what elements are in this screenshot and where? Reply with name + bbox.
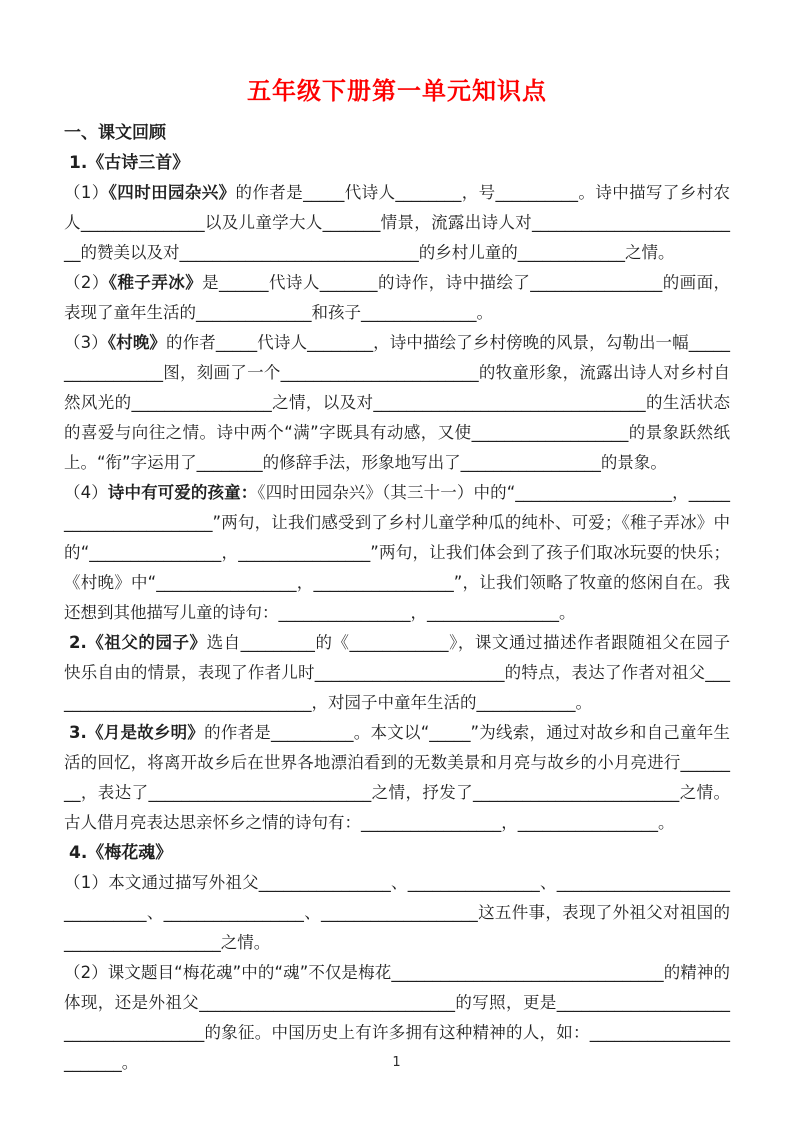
question-number: （3）: [64, 333, 108, 352]
fill-blank-text: 是______代诗人_______的诗作，诗中描绘了________________的画面，表现了童年生活的______________和孩子______________。: [64, 273, 731, 322]
lesson-4-question-1: [64, 868, 730, 958]
poem-title-sishitianyuanzaxing: 《四时田园杂兴》: [108, 183, 236, 202]
question-number: （2）: [64, 273, 109, 292]
lesson-4-title: [64, 838, 730, 868]
lesson-1-title: [64, 148, 730, 178]
section-heading-text: 一、课文回顾: [64, 123, 166, 143]
fill-blank-text: 的作者是__________。本文以“_____”为线索，通过对故乡和自己童年生活的回忆，将离开故乡后在世界各地漂泊看到的无数美景和月亮与故乡的小月亮进行________，表达了___________________________之情，抒发了_________________________之情。古人借月亮表达思亲怀乡之情的诗句有：_________________，_________________。: [64, 723, 730, 832]
fill-blank-text: 的作者是_____代诗人________，号__________。诗中描写了乡村农人_______________以及儿童学大人_______情景，流露出诗人对__________________________的赞美以及对_____________________________的乡村儿童的_____________之情。: [64, 183, 731, 262]
fill-blank-text: （2）课文题目“梅花魂”中的“魂”不仅是梅花_________________________________的精神的体现，还是外祖父_______________________________的写照，更是______________________________________的象征。中国历史上有许多拥有这种精神的人，如：________________________。: [64, 963, 730, 1072]
lesson-1-title-text: 1.《古诗三首》: [69, 153, 190, 173]
fill-blank-text: （1）本文通过描写外祖父________________、________________、_______________________________、_________________、___________________这五件事，表现了外祖父对祖国的___________________之情。: [64, 873, 730, 952]
lesson-1-question-3: [64, 328, 730, 478]
lesson-2-paragraph: [64, 628, 730, 718]
question-number: （1）: [64, 183, 109, 202]
lesson-1-question-1: [64, 178, 730, 268]
lesson-2-title-text: 2.《祖父的园子》: [69, 633, 207, 652]
lesson-3-paragraph: [64, 718, 730, 838]
section-heading-review: [64, 118, 730, 148]
lesson-1-question-4: [64, 478, 730, 628]
page-number: 1: [392, 1055, 401, 1070]
lesson-4-title-text: 4.《梅花魂》: [69, 843, 173, 863]
question-4-lead-in: 诗中有可爱的孩童：: [107, 483, 258, 502]
lesson-1-question-2: [64, 268, 730, 328]
page-title: 五年级下册第一单元知识点: [247, 77, 547, 105]
lesson-3-title-text: 3.《月是故乡明》: [69, 723, 205, 742]
fill-blank-text: 选自_________的《____________》，课文通过描述作者跟随祖父在园子快乐自由的情景，表现了作者儿时_______________________的特点，表达了作者对祖父_________________________________，对园子中童年生活的____________。: [64, 633, 731, 712]
fill-blank-text: 《四时田园杂兴》（其三十一）中的“___________________，_______________________”两句，让我们感受到了乡村儿童学种瓜的纯朴、可爱；《稚子弄冰》中的“________________，________________”两句，让我们体会到了孩子们取冰玩耍的快乐；《村晚》中“_________________，_________________”，让我们领略了牧童的悠闲自在。我还想到其他描写儿童的诗句：________________，________________。: [64, 483, 730, 622]
question-number: （4）: [64, 483, 108, 502]
fill-blank-text: 的作者_____代诗人________，诗中描绘了乡村傍晚的风景，勾勒出一幅_________________图，刻画了一个________________________的牧童形象，流露出诗人对乡村自然风光的_________________之情，以及对_________________________________的生活状态的喜爱与向往之情。诗中两个“满”字既具有动感，又使___________________的景象跃然纸上。“衔”字运用了________的修辞手法，形象地写出了_________________的景象。: [64, 333, 731, 472]
poem-title-cunwan: 《村晚》: [107, 333, 167, 352]
poem-title-zhizinongbing: 《稚子弄冰》: [108, 273, 203, 292]
